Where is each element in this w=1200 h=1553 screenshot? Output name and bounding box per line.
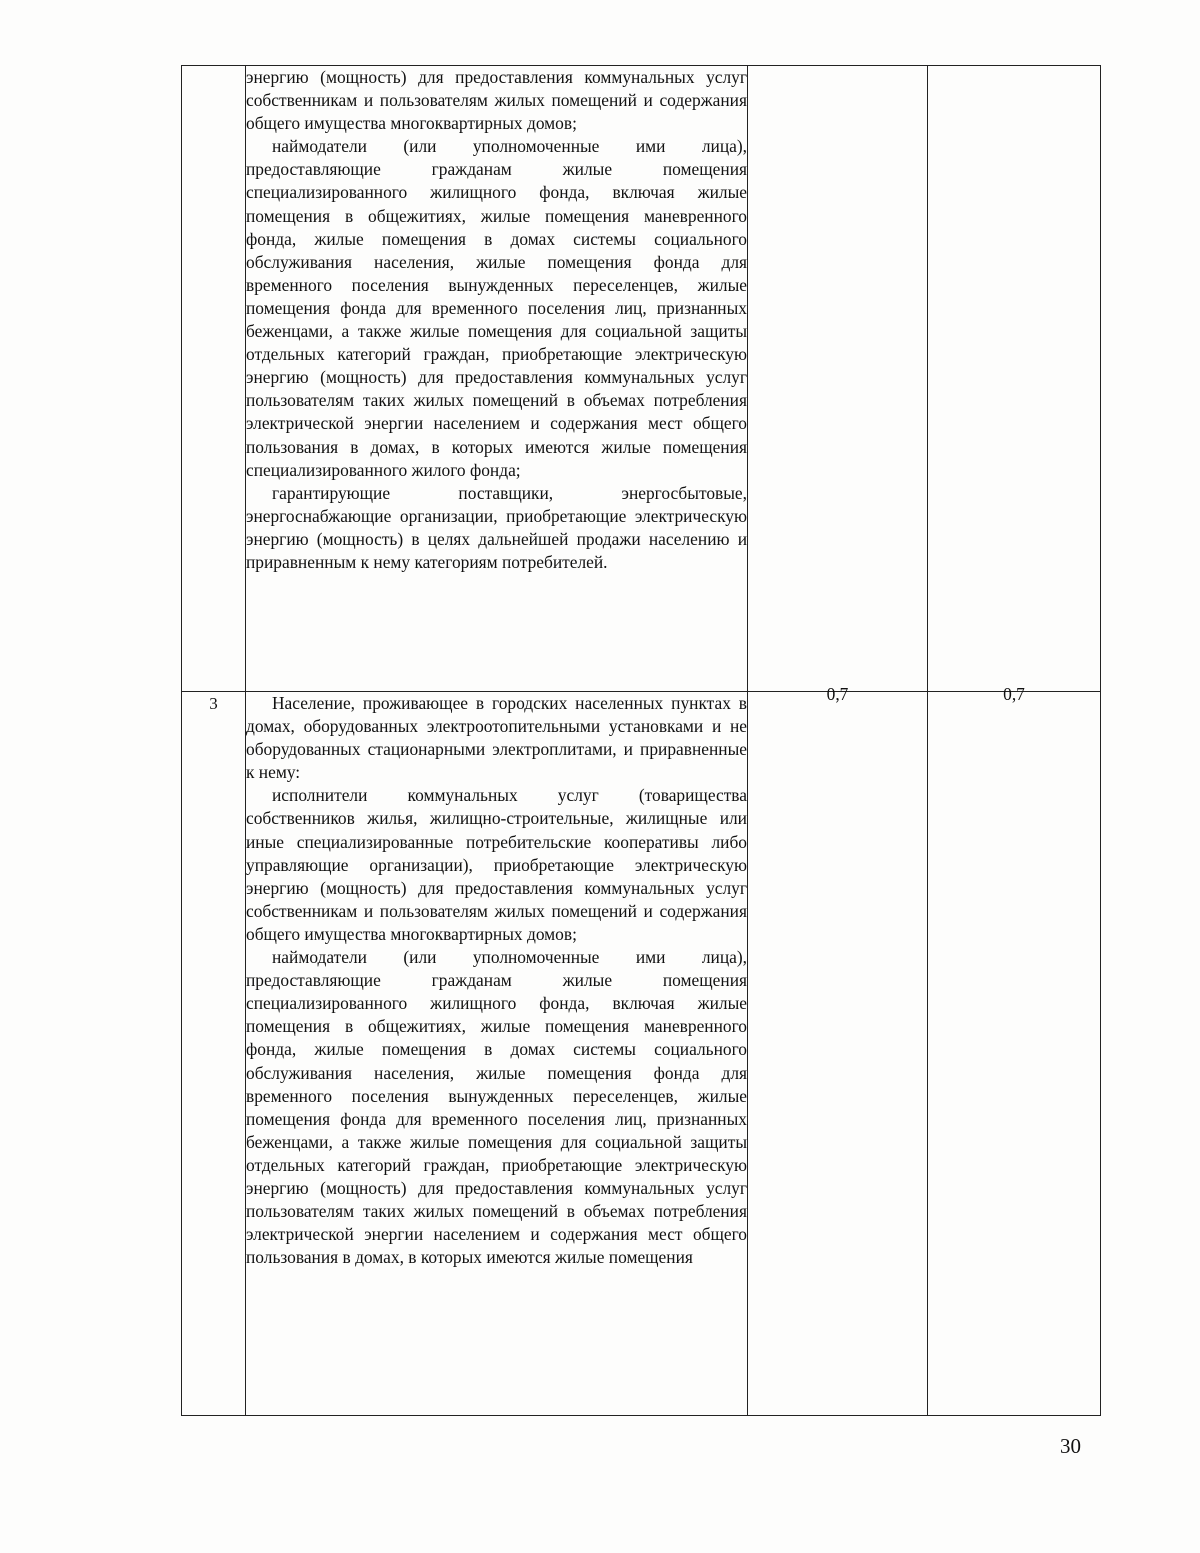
value-cell-2 (928, 684, 1101, 1416)
table-row (182, 692, 1101, 1416)
value-1: 0,7 (826, 684, 849, 704)
paragraph: гарантирующие поставщики, энергосбытовые, энергоснабжающие организации, приобретающие электрическую энергию (мощность) в целях дальнейшей продажи населению и приравненным к нему категориям потребителей. (246, 482, 747, 572)
paragraph: наймодатели (или уполномоченные ими лица), предоставляющие гражданам жилые помещения специализированного жилищного фонда, включая жилые помещения в общежитиях, жилые помещения маневренного фонда, жилые помещения в домах системы социального обслуживания населения, жилые помещения фонда для временного поселения вынужденных переселенцев, жилые помещения фонда для временного поселения лиц, признанных беженцами, а также жилые помещения для социальной защиты отдельных категорий граждан, приобретающие электрическую энергию (мощность) для предоставления коммунальных услуг пользователям таких жилых помещений в объемах потребления электрической энергии населением и содержания мест общего пользования в домах, в которых имеются жилые помещения (246, 947, 747, 1268)
row-description-cell (246, 692, 748, 1416)
value-2: 0,7 (1003, 684, 1025, 704)
paragraph: энергию (мощность) для предоставления коммунальных услуг собственникам и пользователям жилых помещений и содержания общего имущества многоквартирных домов; (246, 67, 747, 134)
tariff-table (181, 65, 1101, 1416)
value-cell-1 (748, 66, 928, 692)
row-description-cell (246, 66, 748, 692)
table-row (182, 66, 1101, 692)
page-number: 30 (1060, 1434, 1081, 1458)
paragraph: Население, проживающее в городских населенных пунктах в домах, оборудованных электроотопительными установками и не оборудованных стационарными электроплитами, и приравненные к нему: (246, 693, 747, 783)
value-cell-1 (748, 684, 928, 1416)
row-number-cell (182, 66, 246, 692)
paragraph: наймодатели (или уполномоченные ими лица), предоставляющие гражданам жилые помещения специализированного жилищного фонда, включая жилые помещения в общежитиях, жилые помещения маневренного фонда, жилые помещения в домах системы социального обслуживания населения, жилые помещения фонда для временного поселения вынужденных переселенцев, жилые помещения фонда для временного поселения лиц, признанных беженцами, а также жилые помещения для социальной защиты отдельных категорий граждан, приобретающие электрическую энергию (мощность) для предоставления коммунальных услуг пользователям таких жилых помещений в объемах потребления электрической энергии населением и содержания мест общего пользования в домах, в которых имеются жилые помещения специализированного жилого фонда; (246, 136, 747, 480)
paragraph: исполнители коммунальных услуг (товарищества собственников жилья, жилищно-строительные, жилищные или иные специализированные потребительские кооперативы либо управляющие организации), приобретающие электрическую энергию (мощность) для предоставления коммунальных услуг собственникам и пользователям жилых помещений и содержания общего имущества многоквартирных домов; (246, 785, 747, 944)
value-cell-2 (928, 66, 1101, 692)
row-number-cell: 3 (182, 692, 246, 1416)
